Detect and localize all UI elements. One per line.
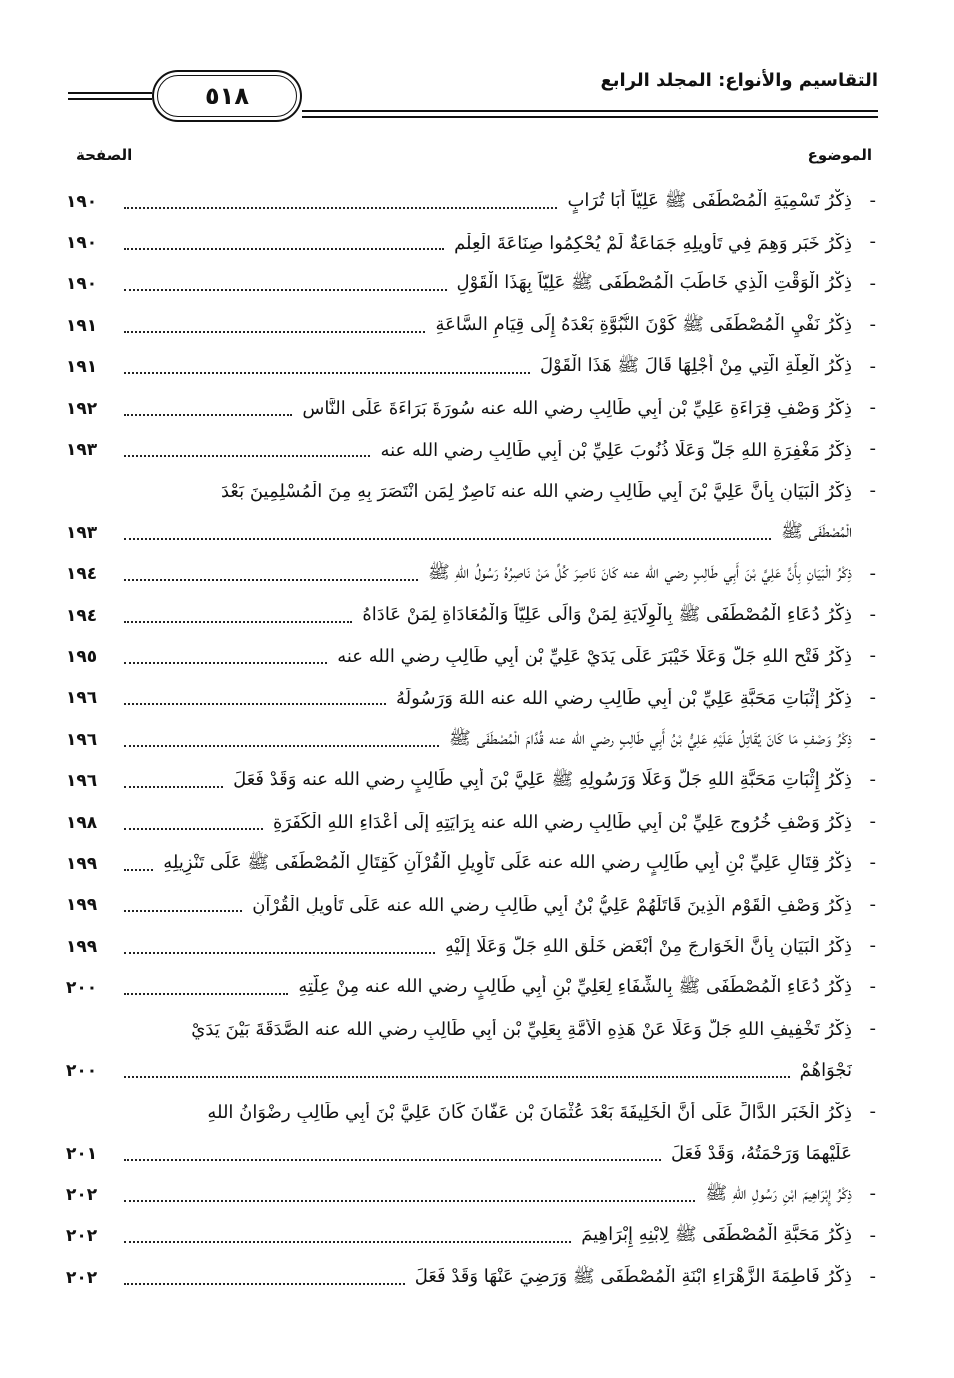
dot-leader [124,579,418,581]
toc-entry [66,678,880,719]
toc-entry [66,595,880,636]
toc-entry [66,264,880,305]
entry-title: ذِكْرُ تَسْمِيَةِ الْمُصْطَفَى ﷺ عَلِيّاً أَبَا تُرَابٍ [567,189,852,211]
entry-page-number: ١٩٤ [66,605,98,626]
entry-dash: - [869,976,876,998]
dot-leader [124,869,153,871]
entry-title: ذِكْرُ إِبْرَاهِيمَ ابْنِ رَسُولِ اللهِ ﷺ [705,1183,852,1205]
entry-line [66,388,880,429]
entry-title: الْمُصْطَفَى ﷺ [781,520,852,542]
entry-dash: - [869,355,876,377]
entry-title: ذِكْرُ مَحَبَّةِ الْمُصْطَفَى ﷺ لِابْنِهِ إِبْرَاهِيمَ [581,1224,852,1246]
entry-line [66,678,880,719]
dot-leader [124,952,435,954]
dot-leader [124,662,327,664]
entry-page-number: ١٩٦ [66,771,98,792]
toc-entry [66,1174,880,1215]
entry-line [66,1092,880,1133]
entry-dash: - [869,810,876,832]
entry-line [66,967,880,1008]
entry-title: نَجْوَاهُمْ [799,1060,852,1082]
entry-title: ذِكْرُ دُعَاءِ الْمُصْطَفَى ﷺ بِالشِّفَاءِ لِعَلِيِّ بْنِ أَبِي طَالِبٍ رضي الله عنه مِنْ عِلَّتِهِ [298,976,852,998]
page-column-label: الصفحة [76,146,133,164]
entry-page-number: ١٩٦ [66,729,98,750]
entry-dash: - [869,603,876,625]
entry-line [66,181,880,222]
dot-leader [124,786,223,788]
toc-entry [66,222,880,263]
entry-line [66,471,880,512]
entry-dash: - [869,479,876,501]
running-header [68,66,878,124]
dot-leader [124,1076,790,1078]
entry-line [66,885,880,926]
entry-page-number: ٢٠٠ [66,978,98,999]
entry-title: ذِكْرُ خَبَرٍ وَهِمَ فِي تَأْوِيلِهِ جَمَاعَةٌ لَمْ يُحْكِمُوا صِنَاعَةَ الْعِلْمِ [454,232,852,254]
dot-leader [124,289,447,291]
entry-page-number: ١٩٠ [66,274,98,295]
entry-page-number: ١٩١ [66,315,98,336]
entry-dash: - [869,686,876,708]
entry-title: ذِكْرُ الْعِلَّةِ الَّتِي مِنْ أَجْلِهَا قَالَ ﷺ هَذَا الْقَوْلَ [539,355,852,377]
entry-title: ذِكْرُ الْخَبَرِ الدَّالِّ عَلَى أَنَّ الْخَلِيفَةَ بَعْدَ عُثْمَانَ بْنِ عَفَّانَ كَانَ عَلِيَّ بْنَ أَبِي طَالِبٍ رِضْوَانُ اللهِ [207,1101,852,1123]
entry-dash: - [869,1224,876,1246]
dot-leader [124,910,242,912]
entry-dash: - [869,645,876,667]
toc-entry [66,1216,880,1257]
entry-title: ذِكْرُ فَتْحِ اللهِ جَلَّ وَعَلَا خَيْبَرَ عَلَى يَدَيْ عَلِيِّ بْنِ أَبِي طَالِبٍ رضي الله عنه [337,646,852,668]
entry-dash: - [869,438,876,460]
entry-line [66,554,880,595]
toc-entry [66,843,880,884]
entry-line [66,636,880,677]
entry-line [66,1216,880,1257]
toc-entry [66,719,880,760]
page-number: ٥١٨ [205,82,249,110]
toc-entry [66,1257,880,1298]
entry-page-number: ١٩٣ [66,440,98,461]
entry-line [66,305,880,346]
entry-line [66,595,880,636]
dot-leader [124,1241,571,1243]
toc-entry [66,305,880,346]
entry-title: ذِكْرُ وَصْفِ مَا كَانَ يُقَاتِلُ عَلَيْهِ عَلِيُّ بْنُ أَبِي طَالِبٍ رضي الله عنه قُدَّامَ الْمُصْطَفَى ﷺ [449,727,852,749]
topic-column-label: الموضوع [807,146,872,164]
toc-entry [66,347,880,388]
entry-page-number: ١٩٠ [66,191,98,212]
entry-dash: - [869,1017,876,1039]
entry-page-number: ٢٠٠ [66,1060,98,1081]
entry-dash: - [869,1183,876,1205]
entry-page-number: ١٩٩ [66,895,98,916]
toc-entry [66,802,880,843]
dot-leader [124,703,386,705]
entry-dash: - [869,231,876,253]
entry-title: ذِكْرُ تَخْفِيفِ اللهِ جَلَّ وَعَلَا عَنْ هَذِهِ الْأُمَّةِ بِعَلِيِّ بْنِ أَبِي طَالِبٍ رضي الله عنه الصَّدَقَةَ بَيْنَ يَدَيْ [191,1019,852,1040]
toc-entry [66,471,880,554]
dot-leader [124,331,425,333]
entry-dash: - [869,1100,876,1122]
entry-title: ذِكْرُ نَفْيِ الْمُصْطَفَى ﷺ كَوْنَ النُّبُوَّةِ بَعْدَهُ إِلَى قِيَامِ السَّاعَةِ [435,313,852,335]
entry-line [66,1133,880,1174]
toc-entry [66,554,880,595]
entry-line [66,222,880,263]
toc-entry [66,429,880,470]
toc-entry [66,636,880,677]
entry-title: ذِكْرُ الْوَقْتِ الَّذِي خَاطَبَ الْمُصْطَفَى ﷺ عَلِيّاً بِهَذَا الْقَوْلِ [456,272,852,294]
entry-dash: - [869,1266,876,1288]
toc-entry [66,1009,880,1092]
entry-dash: - [869,314,876,336]
entry-line [66,1009,880,1050]
dot-leader [124,621,352,623]
entry-dash: - [869,272,876,294]
entry-dash: - [869,935,876,957]
page-number-frame [152,70,302,122]
entry-title: ذِكْرُ دُعَاءِ الْمُصْطَفَى ﷺ بِالْوِلَايَةِ لِمَنْ وَالَى عَلِيّاً وَالْمُعَادَاةِ لِمَنْ عَادَاهُ [362,603,852,625]
toc-entry [66,181,880,222]
entry-line [66,802,880,843]
toc-entry [66,967,880,1008]
entry-page-number: ١٩٩ [66,936,98,957]
dot-leader [124,1200,695,1202]
entry-line [66,843,880,884]
entry-page-number: ١٩٩ [66,853,98,874]
toc-entry [66,885,880,926]
entry-page-number: ٢٠١ [66,1143,98,1164]
entry-line [66,347,880,388]
header-rule [68,92,152,94]
dot-leader [124,745,439,747]
entry-title: ذِكْرُ وَصْفِ قِرَاءَةِ عَلِيِّ بْنِ أَبِي طَالِبٍ رضي الله عنه سُورَةَ بَرَاءَةَ عَلَى النَّاسِ [302,398,852,420]
entry-dash: - [869,893,876,915]
entry-title: ذِكْرُ قِتَالِ عَلِيِّ بْنِ أَبِي طَالِبٍ رضي الله عنه عَلَى تَأْوِيلِ الْقُرْآنِ كَقِتَالِ الْمُصْطَفَى ﷺ عَلَى تَنْزِيلِهِ [163,851,852,873]
toc-entry [66,760,880,801]
entry-dash: - [869,728,876,750]
entry-title: ذِكْرُ وَصْفِ الْقَوْمِ الَّذِينَ قَاتَلَهُمْ عَلِيُّ بْنُ أَبِي طَالِبٍ رضي الله عنه عَلَى تَأْوِيلِ الْقُرْآنِ [252,894,852,916]
entry-dash: - [869,396,876,418]
entry-page-number: ٢٠٢ [66,1185,98,1206]
book-title: التقاسيم والأنواع: المجلد الرابع [600,70,878,91]
entry-dash: - [869,769,876,791]
entry-line [66,760,880,801]
entry-page-number: ١٩٠ [66,233,98,254]
entry-line [66,429,880,470]
entry-page-number: ٢٠٢ [66,1267,98,1288]
entry-page-number: ١٩٤ [66,564,98,585]
entry-line [66,512,880,553]
entry-line [66,719,880,760]
entry-title: ذِكْرُ فَاطِمَةَ الزَّهْرَاءِ ابْنَةِ الْمُصْطَفَى ﷺ وَرَضِيَ عَنْهَا وَقَدْ فَعَلَ [414,1265,852,1287]
header-rule [68,98,152,100]
dot-leader [124,1283,405,1285]
entry-line [66,1174,880,1215]
entry-page-number: ١٩٨ [66,812,98,833]
dot-leader [124,455,370,457]
entry-title: ذِكْرُ مَغْفِرَةِ اللهِ جَلَّ وَعَلَا ذُنُوبَ عَلِيِّ بْنِ أَبِي طَالِبٍ رضي الله عنه [380,439,852,461]
dot-leader [124,538,771,540]
dot-leader [124,372,530,374]
entry-page-number: ١٩٦ [66,688,98,709]
toc-entry [66,926,880,967]
entry-page-number: ١٩٥ [66,646,98,667]
entry-title: ذِكْرُ وَصْفِ خُرُوجِ عَلِيِّ بْنِ أَبِي طَالِبٍ رضي الله عنه بِرَايَتِهِ إِلَى أَعْدَاءِ اللهِ الْكَفَرَةِ [272,812,852,834]
dot-leader [124,1159,661,1161]
entry-page-number: ٢٠٢ [66,1226,98,1247]
entry-line [66,1050,880,1091]
entry-page-number: ١٩٣ [66,522,98,543]
table-of-contents [66,181,880,1299]
header-rule [302,116,878,118]
entry-title: ذِكْرُ الْبَيَانِ بِأَنَّ الْخَوَارِجَ مِنْ أَبْغَضِ خَلْقِ اللهِ جَلَّ وَعَلَا إِلَيْهِ [445,936,852,958]
toc-entry [66,1092,880,1175]
entry-line [66,1257,880,1298]
entry-title: ذِكْرُ الْبَيَانِ بِأَنَّ عَلِيَّ بْنَ أَبِي طَالِبٍ رضي الله عنه نَاصِرٌ لِمَنِ انْتَصَرَ بِهِ مِنَ الْمُسْلِمِينَ بَعْدَ [220,480,852,502]
dot-leader [124,207,557,209]
dot-leader [124,414,292,416]
entry-title: ذِكْرُ إِثْبَاتِ مَحَبَّةِ اللهِ جَلَّ وَعَلَا وَرَسُولِهِ ﷺ عَلِيَّ بْنَ أَبِي طَالِبٍ رضي الله عنه وَقَدْ فَعَلَ [233,769,852,791]
dot-leader [124,248,444,250]
toc-entry [66,388,880,429]
entry-title: عَلَيْهِمَا وَرَحْمَتُهُ، وَقَدْ فَعَلَ [671,1143,852,1165]
entry-page-number: ١٩١ [66,357,98,378]
entry-line [66,264,880,305]
dot-leader [124,993,288,995]
entry-dash: - [869,190,876,211]
entry-line [66,926,880,967]
header-rule [302,110,878,112]
dot-leader [124,828,263,830]
entry-title: ذِكْرُ إِثْبَاتِ مَحَبَّةِ عَلِيِّ بْنِ أَبِي طَالِبٍ رضي الله عنه اللهَ وَرَسُولَهُ [396,687,852,709]
entry-dash: - [869,562,876,584]
entry-dash: - [869,852,876,874]
entry-page-number: ١٩٢ [66,398,98,419]
entry-title: ذِكْرُ الْبَيَانِ بِأَنَّ عَلِيَّ بْنَ أَبِي طَالِبٍ رضي الله عنه كَانَ نَاصِرَ كُلِّ مَنْ نَاصِرُهُ رَسُولُ اللهِ ﷺ [428,562,852,584]
